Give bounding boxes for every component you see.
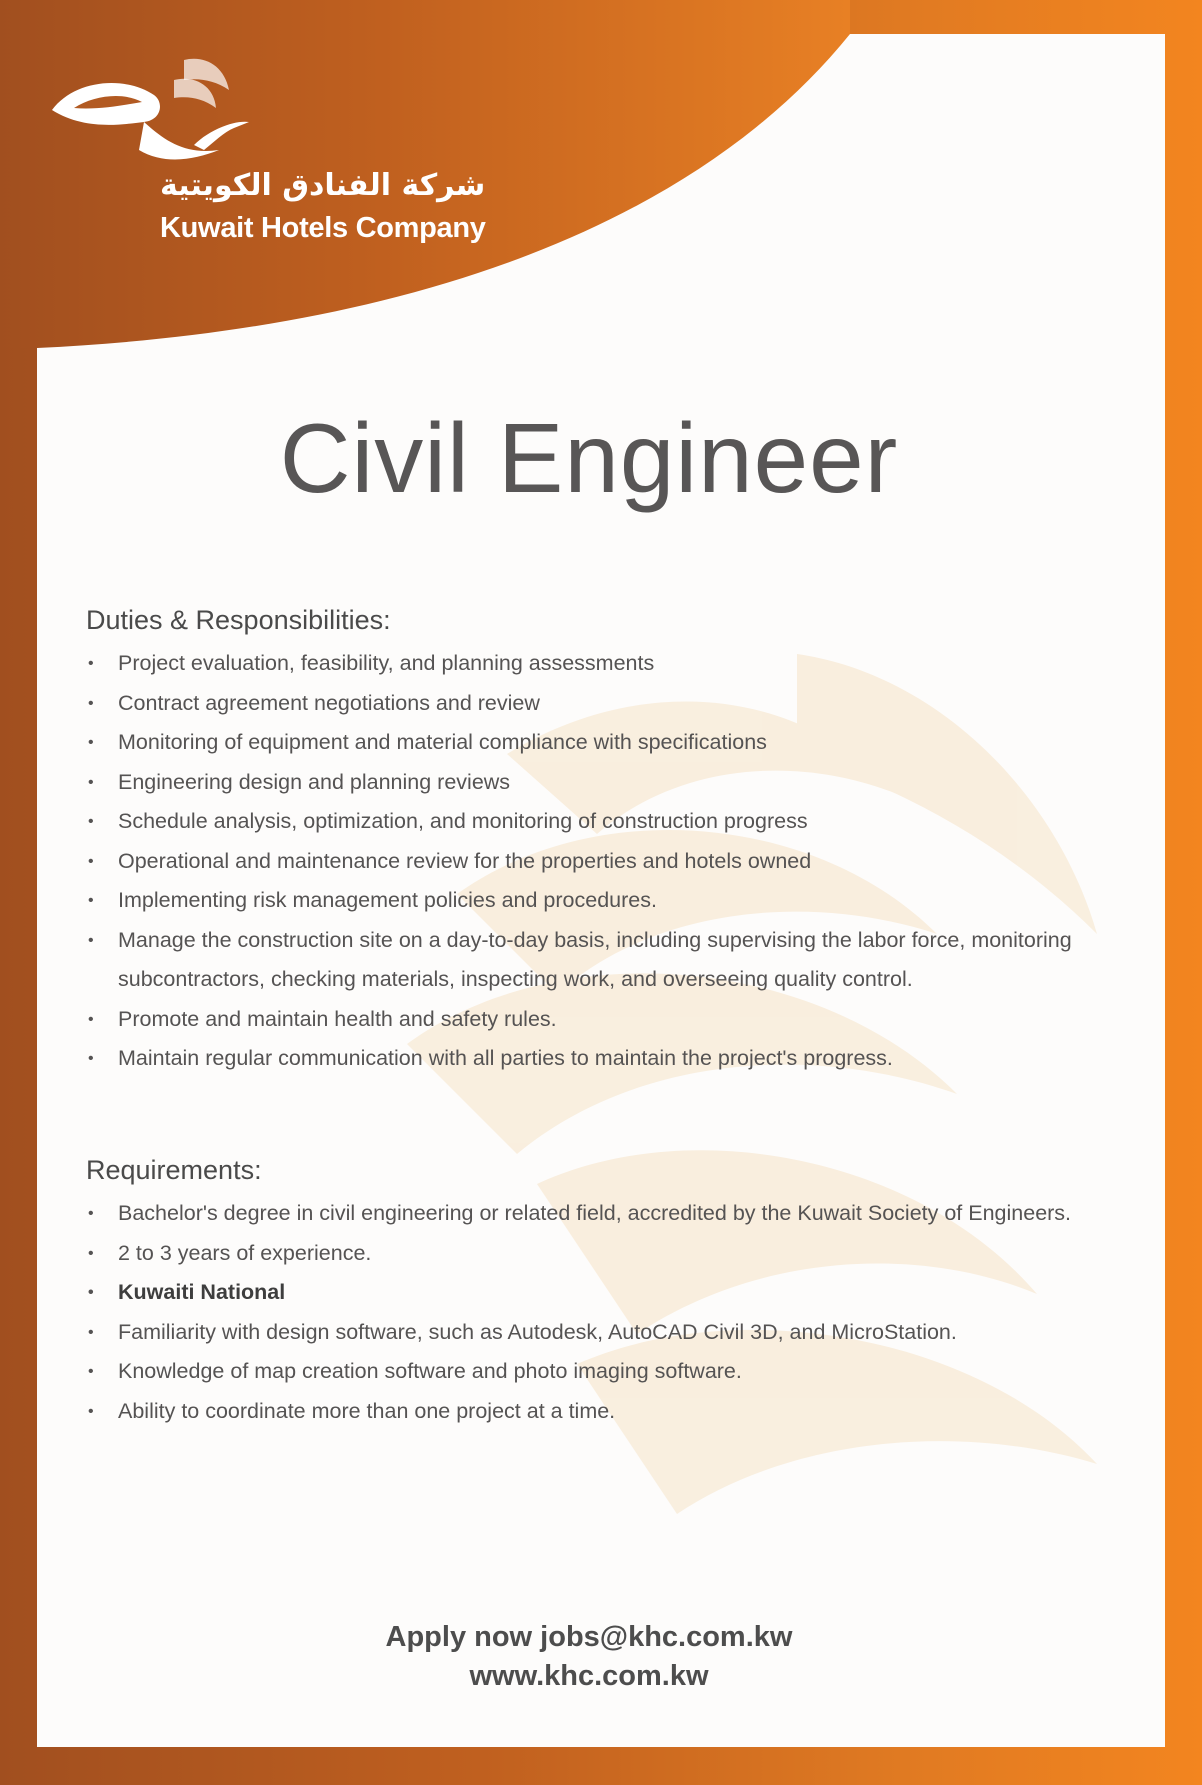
list-item: • Contract agreement negotiations and review <box>86 684 1146 724</box>
bullet-icon: • <box>88 773 94 791</box>
requirements-list <box>86 1194 1146 1431</box>
bird-logo-icon <box>44 50 254 170</box>
bullet-icon: • <box>88 1205 94 1222</box>
bullet-icon: • <box>88 813 94 830</box>
bullet-icon: • <box>88 1284 94 1301</box>
list-item: • Maintain regular communication with all parties to maintain the project's progress. <box>86 1039 1146 1079</box>
list-item: • Knowledge of map creation software and photo imaging software. <box>86 1352 1146 1392</box>
bullet-icon: • <box>88 734 94 751</box>
list-item: • Monitoring of equipment and material compliance with specifications <box>86 723 1146 763</box>
brand-name-arabic: شركة الفنادق الكويتية <box>160 168 486 203</box>
bullet-icon: • <box>88 931 94 949</box>
requirements-section <box>86 1155 1146 1431</box>
list-item: • Project evaluation, feasibility, and planning assessments <box>86 644 1146 684</box>
duties-heading: Duties & Responsibilities: <box>86 605 391 635</box>
list-item: • Operational and maintenance review for the properties and hotels owned <box>86 842 1146 882</box>
list-item: • Schedule analysis, optimization, and monitoring of construction progress <box>86 802 1146 842</box>
list-item: • Manage the construction site on a day-to-day basis, including supervising the labor force, monitoring subcontractors, checking materials, inspecting work, and overseeing quality control. <box>86 921 1146 1000</box>
website-link[interactable]: www.khc.com.kw <box>469 1660 709 1692</box>
apply-email-line[interactable]: Apply now jobs@khc.com.kw <box>385 1621 793 1653</box>
bullet-icon: • <box>88 892 94 909</box>
list-item: • Ability to coordinate more than one project at a time. <box>86 1392 1146 1432</box>
bullet-icon: • <box>88 1402 94 1420</box>
brand-name-english: Kuwait Hotels Company <box>160 212 486 244</box>
list-item: • Kuwaiti National <box>86 1273 1146 1313</box>
list-item: • Bachelor's degree in civil engineering or related field, accredited by the Kuwait Society of Engineers. <box>86 1194 1146 1234</box>
list-item: • 2 to 3 years of experience. <box>86 1234 1146 1274</box>
bullet-icon: • <box>88 852 94 870</box>
apply-block <box>0 1618 1178 1696</box>
list-item: • Familiarity with design software, such as Autodesk, AutoCAD Civil 3D, and MicroStation. <box>86 1313 1146 1353</box>
bullet-icon: • <box>88 1363 94 1380</box>
list-item: • Engineering design and planning reviews <box>86 763 1146 803</box>
duties-section <box>86 605 1146 1079</box>
bullet-icon: • <box>88 1244 94 1262</box>
job-title: Civil Engineer <box>279 403 899 513</box>
requirements-heading: Requirements: <box>86 1155 262 1185</box>
list-item: • Promote and maintain health and safety rules. <box>86 1000 1146 1040</box>
list-item: • Implementing risk management policies and procedures. <box>86 881 1146 921</box>
duties-list <box>86 644 1146 1079</box>
bullet-icon: • <box>88 655 94 672</box>
bullet-icon: • <box>88 1323 94 1341</box>
bullet-icon: • <box>88 694 94 712</box>
bullet-icon: • <box>88 1010 94 1028</box>
bullet-icon: • <box>88 1050 94 1067</box>
